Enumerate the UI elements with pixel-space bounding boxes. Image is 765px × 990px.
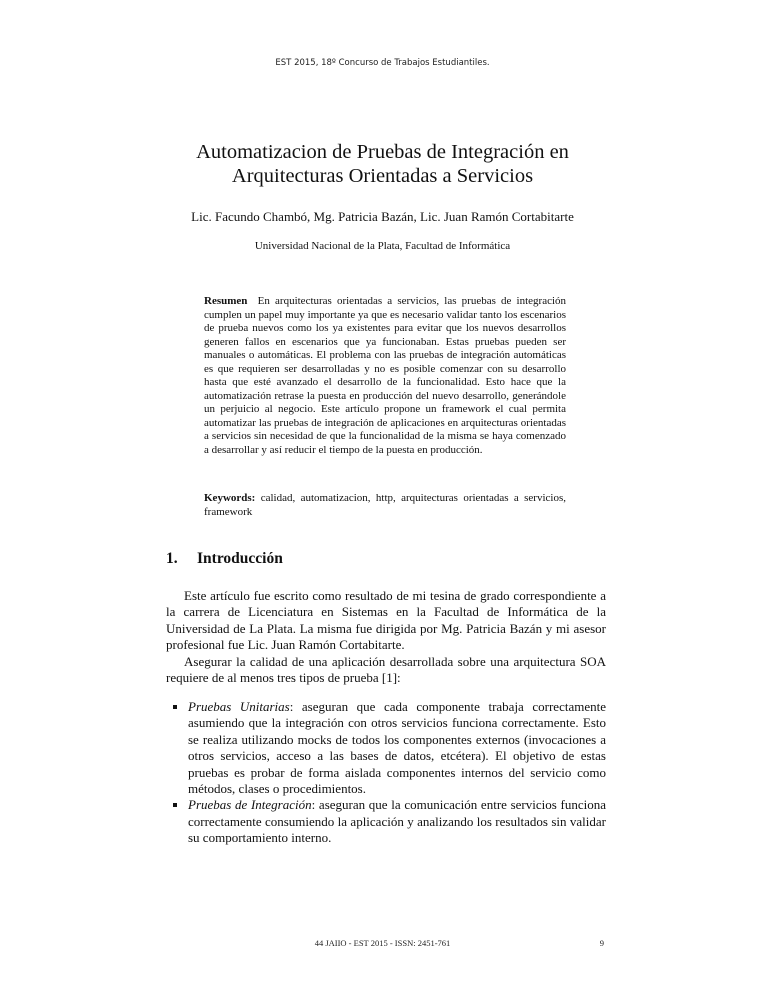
bullet-icon <box>173 705 177 709</box>
paper-title-line-2: Arquitecturas Orientadas a Servicios <box>231 165 534 187</box>
test-types-list <box>166 699 606 847</box>
paragraph-1 <box>166 588 606 654</box>
paper-title <box>150 140 615 188</box>
page-number: 9 <box>599 938 604 948</box>
section-title: Introducción <box>197 550 283 567</box>
paper-title-line-1: Automatizacion de Pruebas de Integración en <box>196 141 569 163</box>
list-item-text: : aseguran que la comunicación entre servicios funciona correctamente consumiendo la aplicación y analizando los resultados sin validar su comportamiento interno. <box>188 797 606 846</box>
list-item <box>166 797 606 846</box>
paragraph-1-text: Este artículo fue escrito como resultado de mi tesina de grado correspondiente a la carrera de Licenciatura en Sistemas en la Facultad de Informática de la Universidad de La Plata. La misma fue dirigida por Mg. Patricia Bazán y mi asesor profesional fue Lic. Juan Ramón Cortabitarte. <box>166 588 606 653</box>
paragraph-2 <box>166 654 606 687</box>
paragraph-2-text: Asegurar la calidad de una aplicación desarrollada sobre una arquitectura SOA requiere de al menos tres tipos de prueba [1]: <box>166 654 606 686</box>
bullet-icon <box>173 803 177 807</box>
abstract <box>204 295 566 458</box>
list-item-term: Pruebas de Integración <box>188 797 312 813</box>
paper-affiliation: Universidad Nacional de la Plata, Facultad de Informática <box>254 240 511 252</box>
list-item-term: Pruebas Unitarias <box>188 699 290 714</box>
keywords-text: calidad, automatizacion, http, arquitecturas orientadas a servicios, framework <box>204 492 566 518</box>
paper-authors: Lic. Facundo Chambó, Mg. Patricia Bazán, Lic. Juan Ramón Cortabitarte <box>191 209 574 224</box>
page-footer: 44 JAIIO - EST 2015 - ISSN: 2451-761 <box>314 938 451 948</box>
keywords <box>204 492 566 519</box>
section-number: 1. <box>166 550 178 567</box>
running-header: EST 2015, 18º Concurso de Trabajos Estudiantiles. <box>275 58 490 68</box>
list-item-text: : aseguran que cada componente trabaja correctamente asumiendo que la integración con otros servicios funciona correctamente. Esto se realiza utilizando mocks de todos los componentes externos (invocaciones a otros servicios, acceso a las bases de datos, etcétera). El objetivo de estas pruebas es probar de forma aislada componentes internos del servicio como métodos, clases o procedimientos. <box>188 699 606 797</box>
abstract-text: En arquitecturas orientadas a servicios, las pruebas de integración cumplen un papel muy importante ya que es necesario validar tanto los escenarios de prueba nuevos como los ya existentes para evitar que los nuevos desarrollos generen fallos en escenarios que ya funcionaban. Estas pruebas pueden ser manuales o automáticas. El problema con las pruebas de integración automáticas es que requieren ser desarrolladas y no es posible comenzar con su desarrollo hasta que esté avanzado el desarrollo de la funcionalidad. Esto hace que la automatización retrase la puesta en producción del nuevo desarrollo, generándole un perjuicio al negocio. Este artículo propone un framework el cual permita automatizar las pruebas de integración de aplicaciones en arquitecturas orientadas a servicios sin necesidad de que la funcionalidad de la misma se haya comenzado a desarrollar y así reducir el tiempo de la puesta en producción. <box>204 295 567 457</box>
keywords-label: Keywords: <box>204 492 256 504</box>
abstract-label: Resumen <box>204 295 248 307</box>
section-heading <box>166 550 606 568</box>
list-item <box>166 699 606 797</box>
